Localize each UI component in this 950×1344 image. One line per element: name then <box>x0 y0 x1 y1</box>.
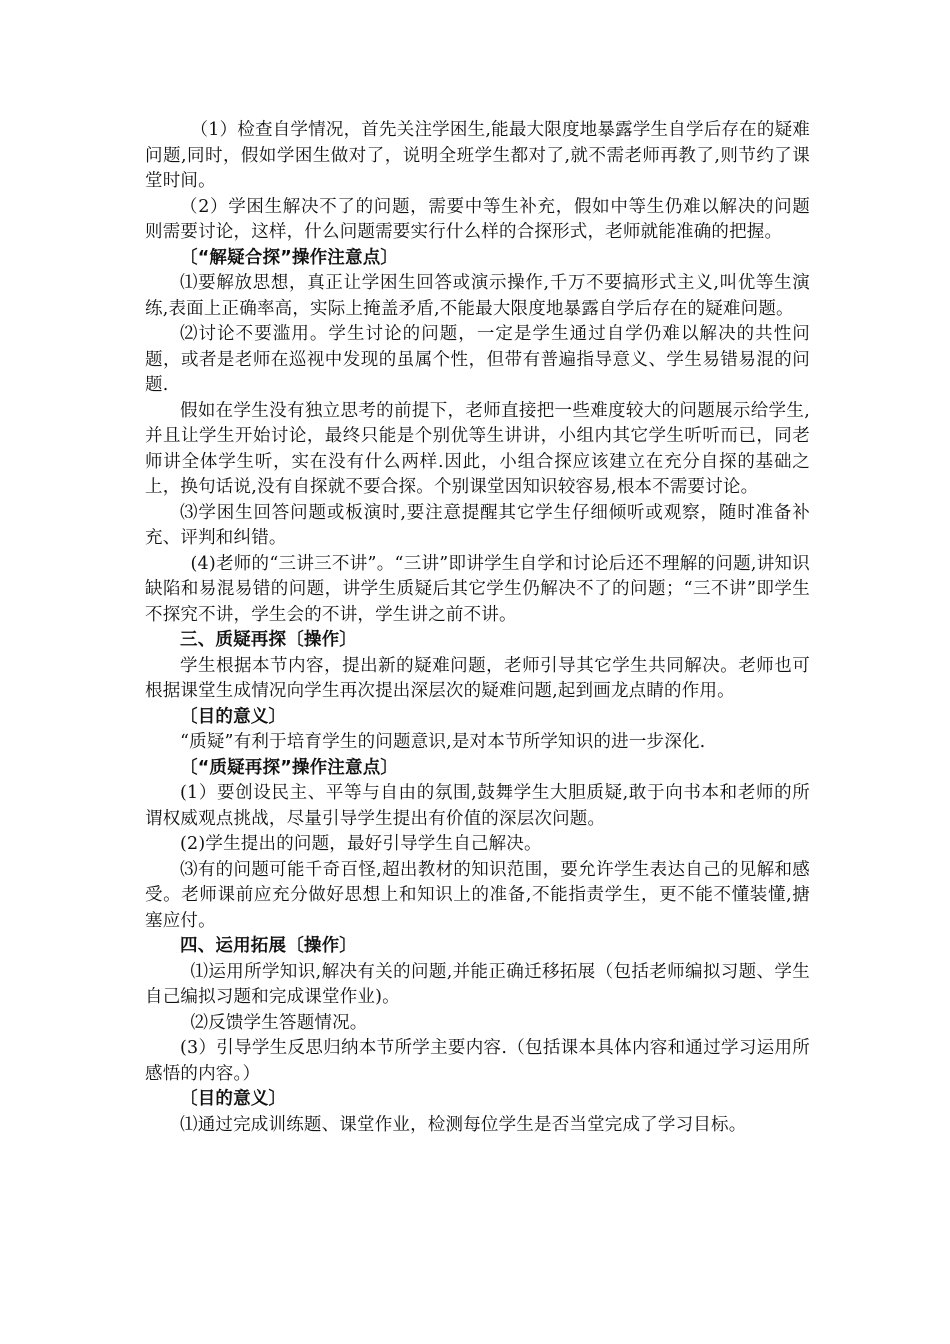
paragraph: (4)老师的“三讲三不讲”。“三讲”即讲学生自学和讨论后还不理解的问题,讲知识缺陷和易混易错的问题，讲学生质疑后其它学生仍解决不了的问题；“三不讲”即学生不探究不讲，学生会的不讲，学生讲之前不讲。 <box>145 553 810 625</box>
section-heading: 〔目的意义〕 <box>180 1089 287 1109</box>
paragraph: ⑵讨论不要滥用。学生讨论的问题，一定是学生通过自学仍难以解决的共性问题，或者是老师在巡视中发现的虽属个性，但带有普遍指导意义、学生易错易混的问题. <box>145 324 810 395</box>
paragraph: ⑴运用所学知识,解决有关的问题,并能正确迁移拓展（包括老师编拟习题、学生自己编拟习题和完成课堂作业)。 <box>145 961 810 1007</box>
paragraph: ⑶学困生回答问题或板演时,要注意提醒其它学生仔细倾听或观察，随时准备补充、评判和纠错。 <box>145 502 810 548</box>
section-heading: 四、运用拓展〔操作〕 <box>180 936 357 956</box>
paragraph: 假如在学生没有独立思考的前提下，老师直接把一些难度较大的问题展示给学生,并且让学生开始讨论，最终只能是个别优等生讲讲，小组内其它学生听听而已，同老师讲全体学生听，实在没有什么两样.因此，小组合探应该建立在充分自探的基础之上，换句话说,没有自探就不要合探。个别课堂因知识较容易,根本不需要讨论。 <box>145 400 810 497</box>
paragraph: (3）引导学生反思归纳本节所学主要内容.（包括课本具体内容和通过学习运用所感悟的内容。） <box>145 1038 810 1084</box>
section-heading: 〔“解疑合探”操作注意点〕 <box>180 247 399 268</box>
paragraph: (2)学生提出的问题，最好引导学生自己解决。 <box>180 834 542 854</box>
section-heading: 〔目的意义〕 <box>180 706 287 727</box>
paragraph: ⑶有的问题可能千奇百怪,超出教材的知识范围，要允许学生表达自己的见解和感受。老师课前应充分做好思想上和知识上的准备,不能指责学生，更不能不懂装懂,搪塞应付。 <box>145 859 810 931</box>
paragraph: （2）学困生解决不了的问题，需要中等生补充，假如中等生仍难以解决的问题则需要讨论，这样，什么问题需要实行什么样的合探形式，老师就能准确的把握。 <box>145 196 810 242</box>
document-body <box>145 118 810 1138</box>
paragraph: 学生根据本节内容，提出新的疑难问题，老师引导其它学生共同解决。老师也可根据课堂生成情况向学生再次提出深层次的疑难问题,起到画龙点睛的作用。 <box>145 655 810 701</box>
paragraph: ⑴要解放思想，真正让学困生回答或演示操作,千万不要搞形式主义,叫优等生演练,表面上正确率高，实际上掩盖矛盾,不能最大限度地暴露自学后存在的疑难问题。 <box>145 273 810 319</box>
paragraph: (1）要创设民主、平等与自由的氛围,鼓舞学生大胆质疑,敢于向书本和老师的所谓权威观点挑战，尽量引导学生提出有价值的深层次问题。 <box>145 783 810 829</box>
section-heading: 〔“质疑再探”操作注意点〕 <box>180 757 399 778</box>
section-heading: 三、质疑再探〔操作〕 <box>180 630 357 650</box>
paragraph: “质疑”有利于培育学生的问题意识,是对本节所学知识的进一步深化. <box>180 732 706 752</box>
paragraph: ⑵反馈学生答题情况。 <box>190 1012 368 1033</box>
paragraph: ⑴通过完成训练题、课堂作业，检测每位学生是否当堂完成了学习目标。 <box>180 1114 747 1135</box>
paragraph: （1）检查自学情况，首先关注学困生,能最大限度地暴露学生自学后存在的疑难问题,同时，假如学困生做对了，说明全班学生都对了,就不需老师再教了,则节约了课堂时间。 <box>145 120 810 191</box>
